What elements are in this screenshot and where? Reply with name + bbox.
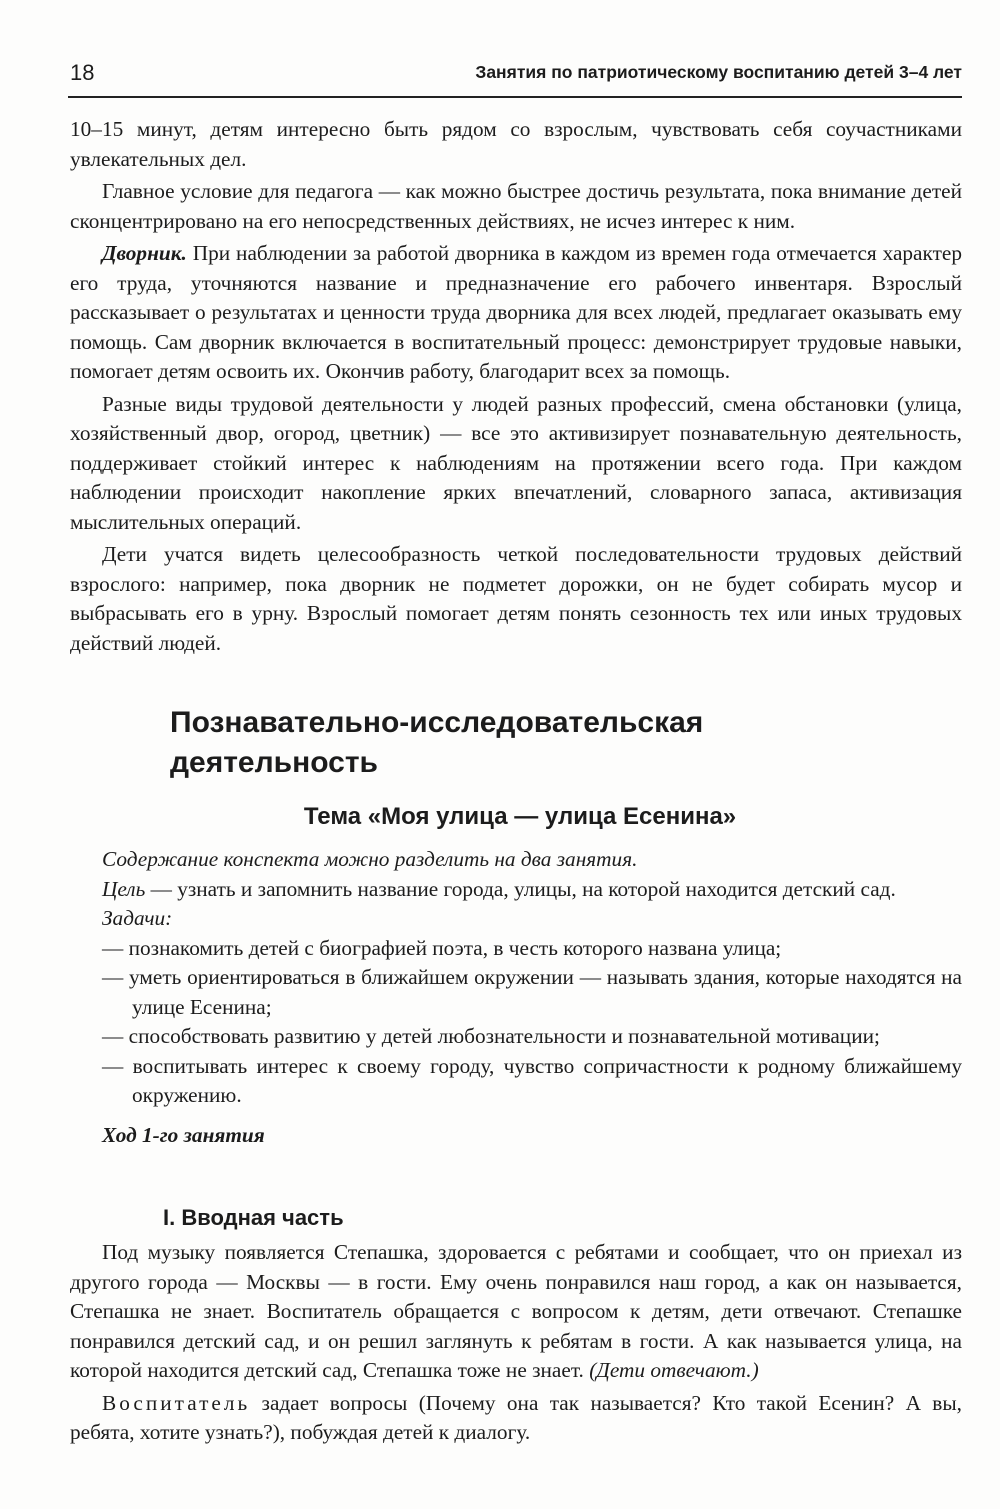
section-heading-line-2: деятельность bbox=[170, 746, 378, 779]
goal-label: Цель bbox=[102, 876, 146, 901]
intro-paragraph-1-text: Под музыку появляется Степашка, здоровается с ребятами и сообщает, что он приехал из другого города — Москвы — в гости. Ему очень понравился наш город, а как он называется, Степашка не знает. Воспитатель обращается с вопросом к детям, дети отвечают. Степашке понравился детский сад, и он решил заглянуть к ребятам в гости. А как называется улица, на которой находится детский сад, Степашка тоже не знает. bbox=[70, 1240, 962, 1382]
section-body bbox=[70, 115, 962, 658]
lesson-goal bbox=[70, 875, 962, 905]
page-number: 18 bbox=[70, 60, 95, 85]
educator-word: Воспитатель bbox=[102, 1390, 251, 1415]
lesson-body bbox=[70, 845, 962, 1150]
task-item: — способствовать развитию у детей любознательности и познавательной мотивации; bbox=[102, 1024, 880, 1048]
topic-heading: Тема «Моя улица — улица Есенина» bbox=[303, 803, 737, 830]
part-heading: I. Вводная часть bbox=[163, 1205, 344, 1230]
course-label: Ход 1-го занятия bbox=[102, 1122, 265, 1147]
intro-paragraph-1-remark: (Дети отвечают.) bbox=[589, 1358, 759, 1382]
tasks-label: Задачи: bbox=[102, 906, 173, 930]
section-heading bbox=[170, 703, 930, 783]
intro-body bbox=[70, 1238, 962, 1448]
page-header bbox=[68, 56, 962, 98]
section-heading-line-1: Познавательно-исследовательская bbox=[170, 706, 704, 739]
task-item: — воспитывать интерес к своему городу, чувство сопричастности к родному ближайшему окружению. bbox=[102, 1053, 962, 1107]
lesson-note: Содержание конспекта можно разделить на два занятия. bbox=[102, 847, 638, 871]
paragraph-1: 10–15 минут, детям интересно быть рядом со взрослым, чувствовать себя соучастниками увлекательных дел. bbox=[70, 117, 962, 171]
paragraph-5: Дети учатся видеть целесообразность четкой последовательности трудовых действий взрослого: например, пока дворник не подметет дорожки, он не будет собирать мусор и выбрасывать его в урну. Взрослый помогает детям понять сезонность тех или иных трудовых действий людей. bbox=[70, 542, 962, 655]
paragraph-2: Главное условие для педагога — как можно быстрее достичь результата, пока внимание детей сконцентрировано на его непосредственных действиях, не исчез интерес к ним. bbox=[70, 179, 962, 233]
task-item: — познакомить детей с биографией поэта, в честь которого названа улица; bbox=[102, 935, 782, 960]
intro-paragraph-1 bbox=[70, 1238, 962, 1386]
paragraph-4: Разные виды трудовой деятельности у людей разных профессий, смена обстановки (улица, хозяйственный двор, огород, цветник) — все это активизирует познавательную деятельность, поддерживает стойкий интерес к наблюдениям на протяжении всего года. При каждом наблюдении происходит накопление ярких впечатлений, словарного запаса, активизация мыслительных операций. bbox=[70, 391, 962, 534]
intro-paragraph-2 bbox=[70, 1389, 962, 1448]
task-item: — уметь ориентироваться в ближайшем окружении — называть здания, которые находятся на улице Есенина; bbox=[102, 965, 962, 1019]
goal-text: — узнать и запомнить название города, улицы, на которой находится детский сад. bbox=[145, 876, 896, 901]
dvornik-lead: Дворник. bbox=[102, 241, 187, 265]
paragraph-3 bbox=[70, 239, 962, 387]
paragraph-3-text: При наблюдении за работой дворника в каждом из времен года отмечается характер его труда, уточняются название и предназначение его рабочего инвентаря. Взрослый рассказывает о результатах и ценности труда дворника для всех людей, предлагает оказывать ему помощь. Сам дворник включается в воспитательный процесс: демонстрирует трудовые навыки, помогает детям освоить их. Окончив работу, благодарит всех за помощь. bbox=[70, 241, 962, 383]
running-title: Занятия по патриотическому воспитанию детей 3–4 лет bbox=[475, 62, 962, 82]
intro-paragraph-2-text: задает вопросы (Почему она так называется? Кто такой Есенин? А вы, ребята, хотите узнать?), побуждая детей к диалогу. bbox=[70, 1390, 962, 1444]
tasks-list bbox=[70, 934, 962, 1111]
